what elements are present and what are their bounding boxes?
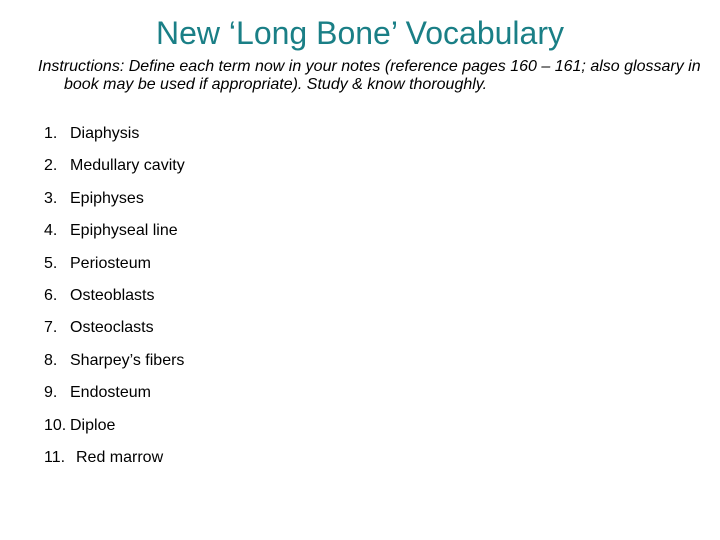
list-item — [44, 189, 185, 221]
list-item-number: 5. — [44, 254, 58, 272]
list-item-number: 11. — [44, 448, 66, 466]
list-item — [44, 156, 185, 188]
list-item — [44, 221, 185, 253]
list-item-term: Medullary cavity — [70, 157, 185, 175]
list-item-term: Periosteum — [70, 254, 151, 272]
list-item — [44, 124, 185, 156]
list-item-number: 3. — [44, 189, 58, 207]
list-item — [44, 383, 185, 415]
list-item — [44, 448, 185, 480]
list-item-term: Osteoblasts — [70, 286, 155, 304]
list-item-number: 7. — [44, 319, 58, 337]
list-item-number: 10. — [44, 416, 67, 434]
list-item-term: Epiphyseal line — [70, 222, 178, 240]
list-item-term: Diploe — [70, 416, 116, 434]
list-item-number: 4. — [44, 222, 58, 240]
list-item-number: 9. — [44, 384, 58, 402]
list-item — [44, 416, 185, 448]
list-item — [44, 318, 185, 350]
list-item — [44, 254, 185, 286]
list-item-term: Red marrow — [76, 448, 164, 466]
list-item-term: Epiphyses — [70, 189, 144, 207]
list-item — [44, 286, 185, 318]
vocabulary-list — [44, 124, 185, 480]
list-item — [44, 351, 185, 383]
instructions-text: Instructions: Define each term now in your notes (reference pages 160 – 161; also glossary in book may be used if appropriate). Study & know thoroughly. — [38, 58, 701, 93]
list-item-number: 6. — [44, 286, 58, 304]
list-item-term: Osteoclasts — [70, 319, 154, 337]
list-item-term: Diaphysis — [70, 125, 140, 142]
page-title: New ‘Long Bone’ Vocabulary — [156, 15, 564, 51]
list-item-term: Endosteum — [70, 384, 151, 402]
list-item-number: 1. — [44, 125, 58, 142]
list-item-number: 8. — [44, 351, 58, 369]
list-item-term: Sharpey’s fibers — [70, 351, 185, 369]
list-item-number: 2. — [44, 157, 58, 175]
